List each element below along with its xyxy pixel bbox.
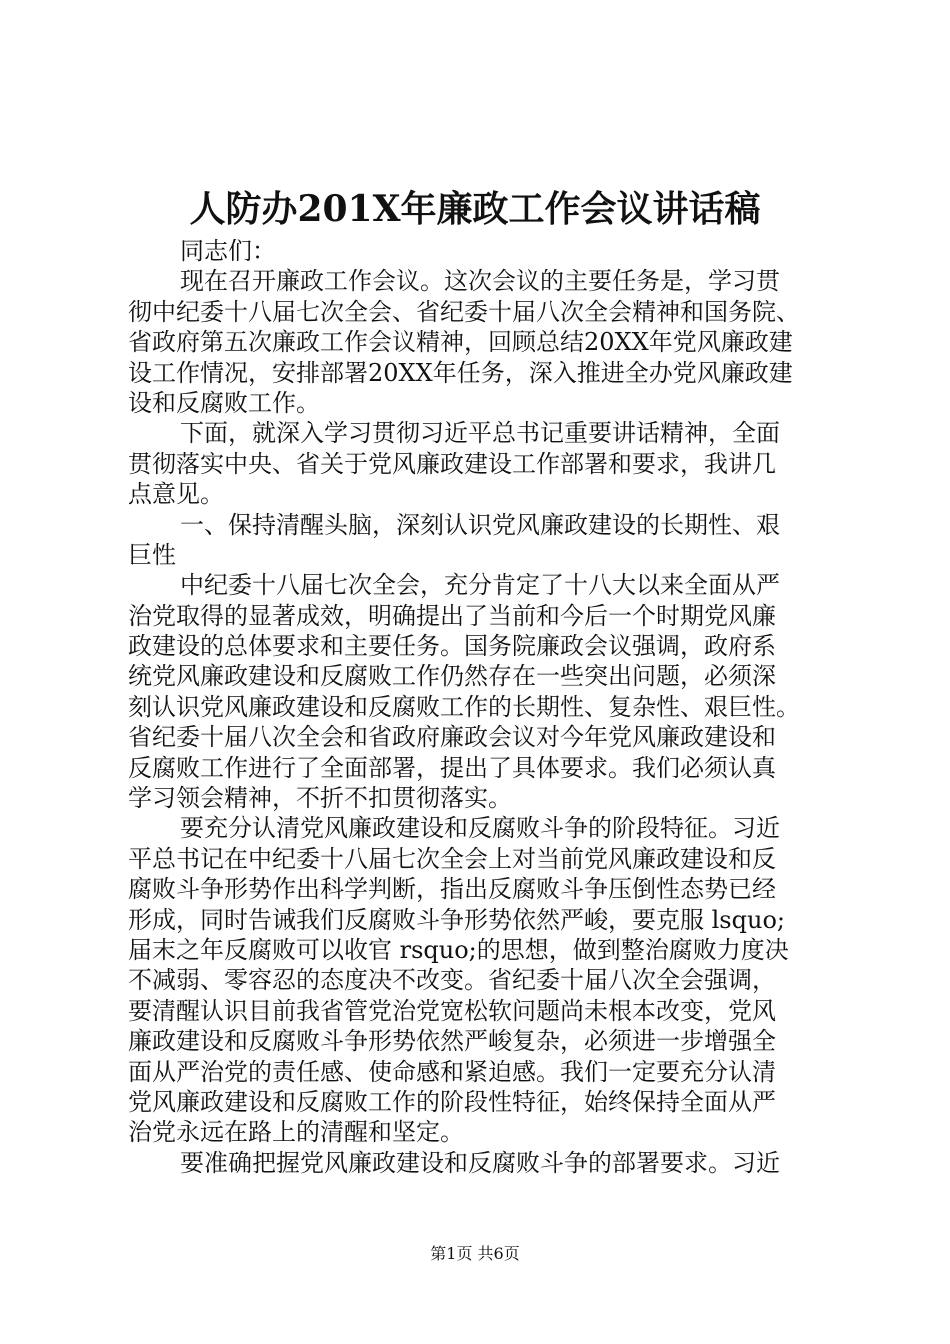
paragraph-line: 学习领会精神，不折不扣贯彻落实。: [128, 784, 512, 813]
document-body: [128, 236, 828, 1178]
paragraph-line: 要充分认清党风廉政建设和反腐败斗争的阶段特征。习近: [180, 814, 780, 843]
page-number: 第1页 共6页: [430, 1244, 520, 1263]
paragraph-line: 届末之年反腐败可以收官 rsquo;的思想，做到整治腐败力度决: [128, 935, 789, 964]
document-title: 人防办201X年廉政工作会议讲话稿: [189, 188, 761, 230]
paragraph-line: 政建设的总体要求和主要任务。国务院廉政会议强调，政府系: [128, 632, 776, 661]
paragraph-line: 治党取得的显著成效，明确提出了当前和今后一个时期党风廉: [128, 601, 776, 630]
paragraph-line: 廉政建设和反腐败斗争形势依然严峻复杂，必须进一步增强全: [128, 1027, 776, 1056]
paragraph-line: 点意见。: [128, 480, 224, 509]
paragraph-line: 刻认识党风廉政建设和反腐败工作的长期性、复杂性、艰巨性。: [128, 692, 800, 721]
salutation: 同志们：: [180, 237, 276, 265]
paragraph-line: 腐败斗争形势作出科学判断，指出反腐败斗争压倒性态势已经: [128, 875, 776, 904]
page-footer: [0, 1243, 950, 1265]
paragraph-line: 设工作情况，安排部署20XX年任务，深入推进全办党风廉政建: [128, 358, 793, 387]
paragraph-line: 下面，就深入学习贯彻习近平总书记重要讲话精神，全面: [180, 419, 780, 448]
paragraph-line: 省纪委十届八次全会和省政府廉政会议对今年党风廉政建设和: [128, 723, 776, 752]
paragraph-line: 现在召开廉政工作会议。这次会议的主要任务是，学习贯: [180, 267, 780, 296]
paragraph-line: 反腐败工作进行了全面部署，提出了具体要求。我们必须认真: [128, 753, 776, 782]
section-heading-line: 巨性: [128, 540, 176, 569]
paragraph-line: 省政府第五次廉政工作会议精神，回顾总结20XX年党风廉政建: [128, 328, 793, 357]
paragraph-line: 统党风廉政建设和反腐败工作仍然存在一些突出问题，必须深: [128, 662, 776, 691]
paragraph-line: 形成，同时告诫我们反腐败斗争形势依然严峻，要克服 lsquo;: [128, 905, 785, 934]
paragraph-line: 面从严治党的责任感、使命感和紧迫感。我们一定要充分认清: [128, 1057, 776, 1086]
paragraph-line: 贯彻落实中央、省关于党风廉政建设工作部署和要求，我讲几: [128, 449, 776, 478]
section-heading-line: 一、保持清醒头脑，深刻认识党风廉政建设的长期性、艰: [180, 510, 780, 539]
paragraph-line: 彻中纪委十八届七次全会、省纪委十届八次全会精神和国务院、: [128, 297, 800, 326]
paragraph-line: 中纪委十八届七次全会，充分肯定了十八大以来全面从严: [180, 571, 780, 600]
paragraph-line: 要清醒认识目前我省管党治党宽松软问题尚未根本改变，党风: [128, 996, 776, 1025]
paragraph-line: 设和反腐败工作。: [128, 388, 320, 417]
paragraph-line: 要准确把握党风廉政建设和反腐败斗争的部署要求。习近: [180, 1148, 780, 1177]
paragraph-line: 治党永远在路上的清醒和坚定。: [128, 1118, 464, 1147]
paragraph-line: 平总书记在中纪委十八届七次全会上对当前党风廉政建设和反: [128, 844, 776, 873]
paragraph-line: 党风廉政建设和反腐败工作的阶段性特征，始终保持全面从严: [128, 1087, 776, 1116]
paragraph-line: 不减弱、零容忍的态度决不改变。省纪委十届八次全会强调，: [128, 966, 776, 995]
